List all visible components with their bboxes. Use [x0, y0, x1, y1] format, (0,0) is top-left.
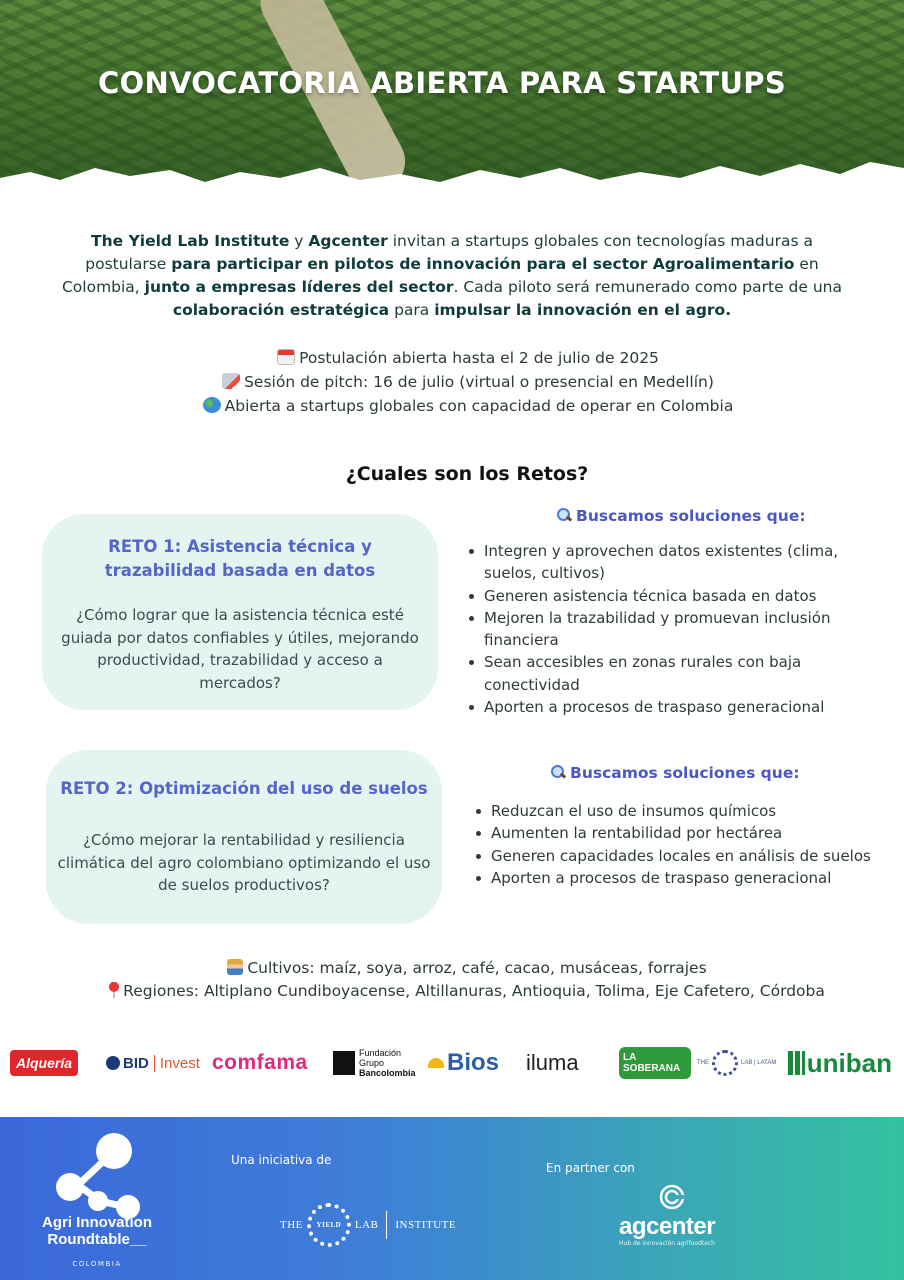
agri-roundtable-country: COLOMBIA	[72, 1260, 122, 1268]
list-item: Reduzcan el uso de insumos químicos	[475, 800, 885, 822]
alqueria-text: Alquería	[10, 1050, 78, 1076]
intro-text: y	[289, 232, 309, 250]
agcenter-name: agcenter	[619, 1213, 716, 1240]
fgb-text	[359, 1048, 416, 1078]
reto-card-1	[42, 514, 438, 710]
grupo-bios-logo	[428, 1038, 510, 1088]
intro-highlight: impulsar la innovación en el agro.	[434, 301, 732, 319]
agcenter-icon	[658, 1183, 686, 1211]
hero-banner	[0, 0, 904, 200]
intro-highlight: colaboración estratégica	[172, 301, 390, 319]
reto-question: ¿Cómo lograr que la asistencia técnica esté guiada por datos confiables y útiles, mejorando productividad, trazabilidad y acceso a mercados?	[61, 606, 419, 692]
magnifier-icon	[550, 764, 566, 780]
agri-roundtable-icon	[48, 1131, 144, 1219]
intro-org-1: The Yield Lab Institute	[91, 232, 290, 250]
yield-wheel-text: YIELD	[316, 1221, 342, 1229]
fgb-line: Fundación	[359, 1048, 402, 1058]
calendar-icon	[277, 349, 295, 365]
intro-text: para	[389, 301, 435, 319]
fact-pitch	[0, 370, 904, 394]
fundacion-bancolombia-logo	[333, 1038, 419, 1088]
reto-title: RETO 2: Optimización del uso de suelos	[60, 779, 428, 798]
la-soberana-logo	[619, 1038, 691, 1088]
rocket-icon	[222, 373, 240, 389]
footer	[0, 1117, 904, 1280]
list-item: Aporten a procesos de traspaso generacional	[475, 867, 885, 889]
seek-heading-1	[556, 507, 806, 525]
iluma-logo	[526, 1038, 606, 1088]
yield-small-text: LAB | LATAM	[741, 1060, 777, 1066]
fact-text: Postulación abierta hasta el 2 de julio de 2025	[299, 349, 659, 367]
reto-card-2	[46, 750, 442, 924]
list-item: Generen asistencia técnica basada en datos	[468, 585, 868, 607]
yield-lab-text: LAB	[354, 1219, 379, 1231]
intro-text: en Colombia,	[61, 255, 819, 296]
intro-text: invitan a startups globales con tecnologías maduras a postularse	[85, 232, 813, 273]
yield-small-text: THE	[697, 1060, 709, 1066]
section-title-retos: ¿Cuales son los Retos?	[345, 463, 589, 485]
yield-the-text: THE	[280, 1219, 303, 1231]
regions-text: Regiones: Altiplano Cundiboyacense, Altillanuras, Antioquia, Tolima, Eje Cafetero, Córdoba	[123, 982, 825, 1000]
uniban-icon	[788, 1051, 805, 1075]
list-item: Generen capacidades locales en análisis de suelos	[475, 845, 885, 867]
invest-text: Invest	[154, 1055, 200, 1072]
torn-paper-edge	[0, 150, 904, 200]
agri-roundtable-name	[30, 1214, 164, 1248]
uniban-logo	[788, 1038, 892, 1088]
ar-name-line: Roundtable__	[47, 1231, 147, 1248]
iluma-text: iluma	[526, 1050, 579, 1075]
bancolombia-icon	[333, 1051, 355, 1075]
partner-label: En partner con	[546, 1161, 635, 1175]
initiative-label: Una iniciativa de	[231, 1153, 332, 1167]
seek-heading-2	[550, 764, 800, 782]
uniban-text: uniban	[806, 1047, 892, 1078]
solutions-list-1	[468, 540, 868, 718]
fact-global	[0, 394, 904, 418]
intro-text: . Cada piloto será remunerado como parte de una	[453, 278, 843, 296]
fact-deadline	[0, 346, 904, 370]
fact-text: Sesión de pitch: 16 de julio (virtual o presencial en Medellín)	[244, 373, 714, 391]
yield-lab-latam-logo	[697, 1038, 781, 1088]
page-title: CONVOCATORIA ABIERTA PARA STARTUPS	[97, 66, 787, 100]
pin-icon	[109, 982, 119, 998]
crops-text: Cultivos: maíz, soya, arroz, café, cacao, musáceas, forrajes	[247, 959, 707, 977]
partner-logos	[0, 1038, 904, 1088]
alqueria-logo	[10, 1038, 98, 1088]
comfama-text: comfama	[212, 1051, 308, 1074]
crops-regions	[0, 957, 904, 1003]
globe-icon	[203, 397, 221, 413]
seek-label: Buscamos soluciones que:	[576, 507, 806, 525]
gear-icon	[712, 1050, 738, 1076]
intro-highlight: junto a empresas líderes del sector	[144, 278, 454, 296]
yield-wheel-icon	[307, 1203, 351, 1247]
yield-institute-text: INSTITUTE	[395, 1219, 457, 1231]
list-item: Mejoren la trazabilidad y promuevan inclusión financiera	[468, 607, 868, 652]
crops-line	[0, 957, 904, 980]
intro-paragraph	[52, 230, 852, 322]
reto-question: ¿Cómo mejorar la rentabilidad y resiliencia climática del agro colombiano optimizando el uso de suelos productivos?	[57, 831, 431, 894]
bid-invest-logo	[106, 1038, 206, 1088]
agcenter-tagline: Hub de innovación agrifoodtech	[619, 1240, 715, 1247]
solutions-list-2	[475, 800, 885, 889]
key-facts	[0, 346, 904, 418]
list-item: Sean accesibles en zonas rurales con baja conectividad	[468, 651, 868, 696]
seek-label: Buscamos soluciones que:	[570, 764, 800, 782]
divider	[386, 1211, 387, 1239]
fgb-line: Grupo	[359, 1058, 385, 1068]
bid-icon	[106, 1056, 120, 1070]
farmer-icon	[227, 959, 243, 975]
fact-text: Abierta a startups globales con capacidad de operar en Colombia	[224, 397, 734, 415]
soberana-text: LA SOBERANA	[619, 1047, 691, 1079]
ar-name-line: Agri Innovation	[42, 1214, 152, 1231]
comfama-logo	[212, 1038, 324, 1088]
yield-lab-institute-logo	[280, 1203, 456, 1247]
bios-text: Bios	[447, 1049, 500, 1076]
list-item: Aumenten la rentabilidad por hectárea	[475, 822, 885, 844]
intro-highlight: para participar en pilotos de innovación para el sector Agroalimentario	[171, 255, 795, 273]
regions-line	[0, 980, 904, 1003]
sun-icon	[428, 1058, 444, 1068]
reto-title: RETO 1: Asistencia técnica y trazabilidad basada en datos	[104, 537, 376, 580]
magnifier-icon	[556, 507, 572, 523]
fgb-line: Bancolombia	[359, 1068, 416, 1078]
list-item: Integren y aprovechen datos existentes (clima, suelos, cultivos)	[468, 540, 868, 585]
list-item: Aporten a procesos de traspaso generacional	[468, 696, 868, 718]
bid-text: BID	[123, 1054, 149, 1072]
intro-org-2: Agcenter	[308, 232, 388, 250]
